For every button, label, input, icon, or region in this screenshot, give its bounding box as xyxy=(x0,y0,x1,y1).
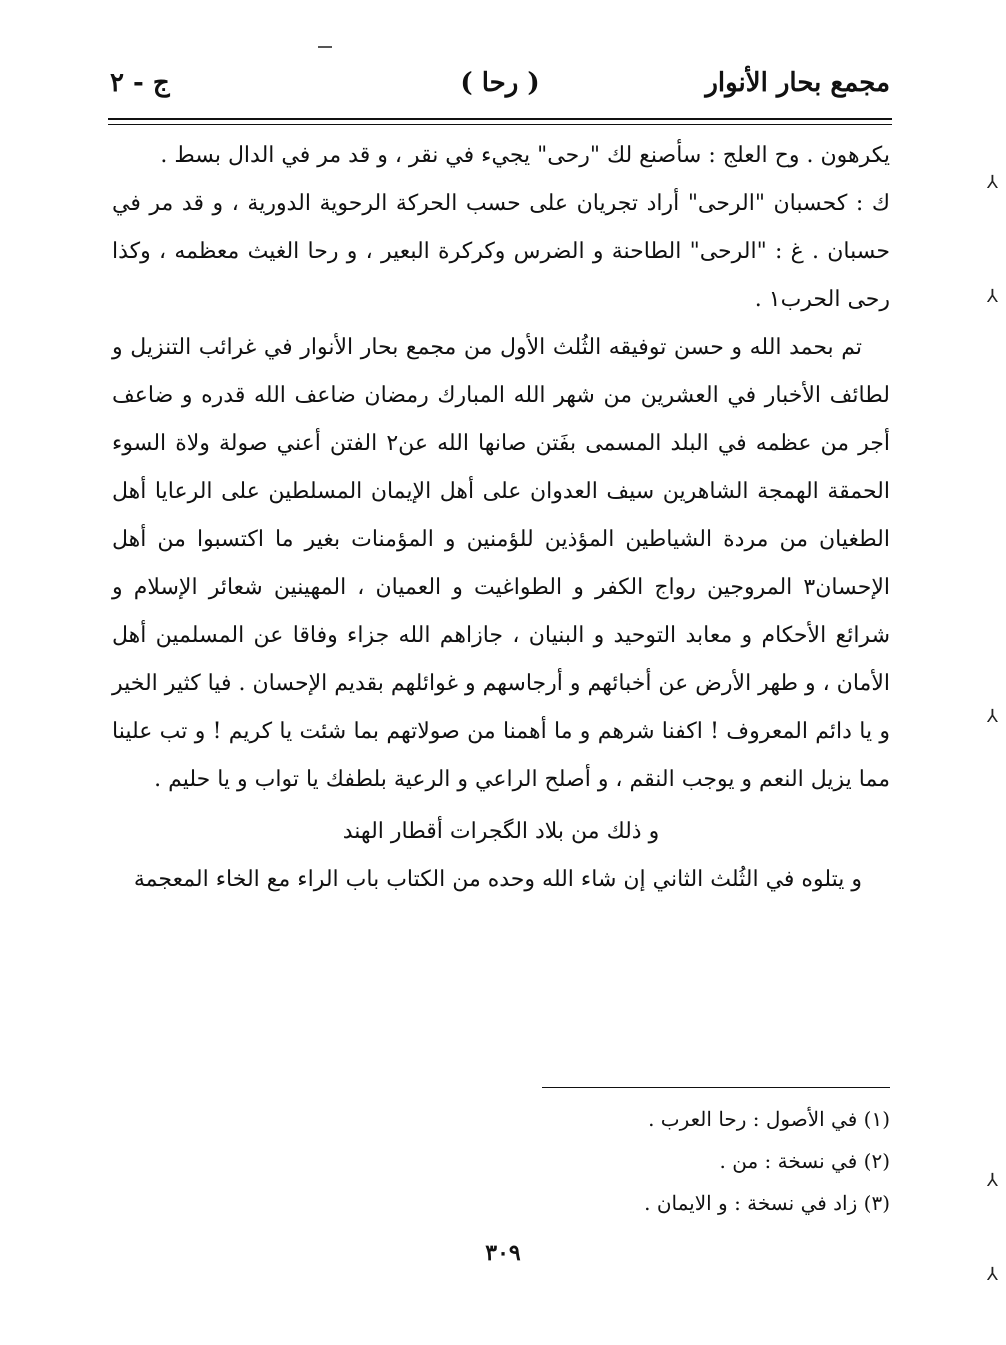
footnotes xyxy=(410,1098,890,1224)
scan-speck xyxy=(318,46,332,48)
margin-mark-icon: ⅄ xyxy=(987,1170,998,1191)
footnote-3: (٣) زاد في نسخة : و الايمان . xyxy=(644,1191,890,1215)
running-header xyxy=(110,60,890,110)
header-rule xyxy=(108,118,892,125)
margin-mark-icon: ⅄ xyxy=(987,706,998,727)
paragraph-3: تم بحمد الله و حسن توفيقه الثُلث الأول من مجمع بحار الأنوار في غرائب التنزيل و لطائف الأخبار في العشرين من شهر الله المبارك رمضان ضاعف الله قدره و ضاعف أجر من عظمه في البلد المسمى بفَتن صانها الله عن٢ الفتن أعني صولة ولاة السوء الحمقة الهمجة الشاهرين سيف العدوان على أهل الإيمان المسلطين على الرعايا أهل الطغيان من مردة الشياطين المؤذين للؤمنين و المؤمنات بغير ما اكتسبوا من أهل الإحسان٣ المروجين رواج الكفر و الطواغيت و العميان ، المهينين شعائر الإسلام و شرائع الأحكام و معابد التوحيد و البنيان ، جازاهم الله جزاء وفاقا عن المسلمين أهل الأمان ، و طهر الأرض عن أخبائهم و أرجاسهم و غوائلهم بقديم الإحسان . فيا كثير الخير و يا دائم المعروف ! اكفنا شرهم و ما أهمنا من صولاتهم بما شئت يا كريم ! و تب علينا مما يزيل النعم و يوجب النقم ، و أصلح الراعي و الرعية بلطفك يا تواب و يا حليم . xyxy=(112,335,890,792)
entry-heading: ( رحا ) xyxy=(460,68,540,98)
footnote-1: (١) في الأصول : رحا العرب . xyxy=(648,1107,890,1131)
margin-mark-icon: ⅄ xyxy=(987,1264,998,1285)
main-text xyxy=(112,132,890,904)
footnote-rule xyxy=(542,1087,890,1088)
margin-mark-icon: ⅄ xyxy=(987,172,998,193)
paragraph-1: يكرهون . وح العلج : سأصنع لك "رحى" يجيء في نقر ، و قد مر في الدال بسط . xyxy=(160,143,890,168)
paragraph-5: و يتلوه في الثُلث الثاني إن شاء الله وحده من الكتاب باب الراء مع الخاء المعجمة xyxy=(133,867,862,892)
volume-number: ج - ٢ xyxy=(110,68,170,98)
book-title: مجمع بحار الأنوار xyxy=(705,68,890,98)
margin-mark-icon: ⅄ xyxy=(987,286,998,307)
footnote-2: (٢) في نسخة : من . xyxy=(719,1149,890,1173)
page-number: ٣٠٩ xyxy=(485,1240,521,1266)
paragraph-2: ك : كحسبان "الرحى" أراد تجريان على حسب الحركة الرحوية الدورية ، و قد مر في حسبان . غ : "الرحى" الطاحنة و الضرس وكركرة البعير ، و رحا الغيث معظمه ، وكذا رحى الحرب١ . xyxy=(112,191,890,312)
paragraph-4: و ذلك من بلاد الگجرات أقطار الهند xyxy=(342,819,660,844)
